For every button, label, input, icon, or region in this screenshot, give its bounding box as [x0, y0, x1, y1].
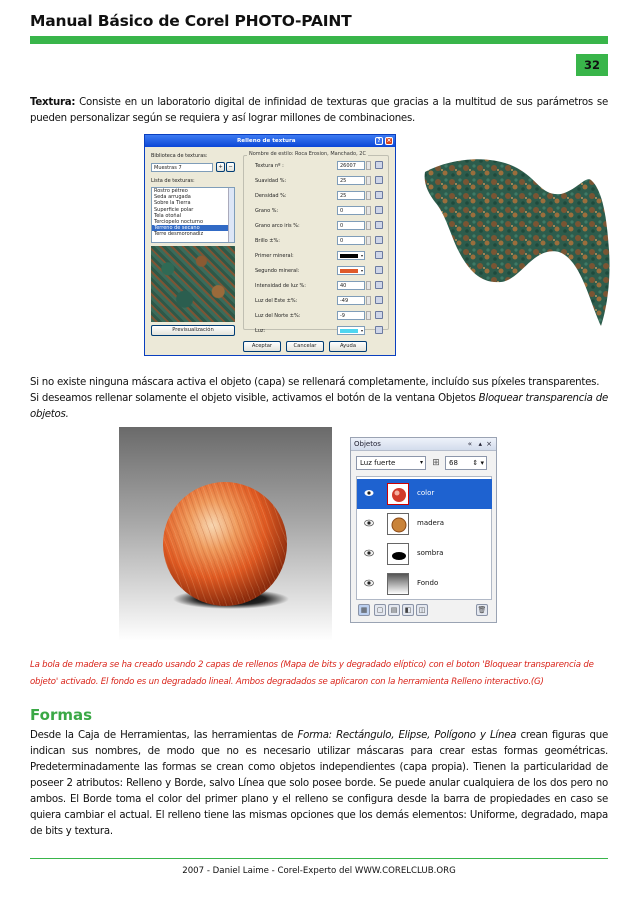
lock-icon[interactable] — [375, 176, 383, 184]
section-text-rest: crean figuras que indican sus nombres, de modo que no es necesario utilizar máscaras para crear estas formas geométricas. Predeterminadamente las formas se crean como objetos independientes (capa propia). Tienen la particularidad de poseer 2 atributos: Relleno y Borde, salvo Línea que solo posee borde. Se puede anular cualquiera de los dos pero no ambos. El Borde toma el color del primer plano y el relleno se configura desde la barra de propiedades en caso se quiera cambiar el actual. El relleno tiene las mismas opciones que los demás elementos: Uniforme, degradado, mapa de bits y textura. — [30, 730, 608, 837]
texture-filled-shape — [421, 150, 611, 330]
dialog-titlebar — [145, 135, 395, 147]
brightness-field[interactable]: 0 — [337, 236, 365, 245]
document-title: Manual Básico de Corel PHOTO-PAINT — [30, 12, 352, 30]
layers-list — [356, 476, 492, 600]
layer-name: sombra — [417, 549, 444, 557]
spin-icon[interactable] — [366, 161, 371, 170]
lock-icon[interactable] — [375, 326, 383, 334]
layer-thumbnail — [387, 573, 409, 595]
texture-list[interactable] — [151, 187, 235, 243]
mask-icon[interactable]: ◧ — [402, 604, 414, 616]
grain-field[interactable]: 0 — [337, 206, 365, 215]
light-color-picker[interactable] — [337, 326, 365, 335]
spin-icon[interactable] — [366, 221, 371, 230]
mask-paragraph — [30, 375, 608, 423]
mask-line-2-text: Si deseamos rellenar solamente el objeto visible, activamos el botón de la ventana Objetos — [30, 393, 479, 404]
spin-icon[interactable] — [366, 311, 371, 320]
remove-library-button[interactable]: − — [226, 162, 235, 172]
param-label: Textura nº : — [255, 163, 284, 169]
lock-icon[interactable] — [375, 311, 383, 319]
section-paragraph — [30, 728, 608, 840]
section-text-italic: Forma: Rectángulo, Elipse, Polígono y Línea — [297, 730, 517, 741]
list-item[interactable]: Seda arrugada — [154, 194, 191, 201]
footer-divider — [30, 858, 608, 859]
eye-icon[interactable] — [364, 519, 374, 527]
footer-text: 2007 - Daniel Laime - Corel-Experto del WWW.CORELCLUB.ORG — [182, 866, 456, 876]
close-icon[interactable]: × — [486, 440, 492, 448]
spin-icon[interactable] — [366, 281, 371, 290]
softness-field[interactable]: 25 — [337, 176, 365, 185]
new-object-icon[interactable]: ▢ — [374, 604, 386, 616]
param-label: Densidad %: — [255, 193, 287, 199]
layer-row-fondo[interactable] — [357, 569, 492, 599]
add-library-button[interactable]: + — [216, 162, 225, 172]
light-swatch — [340, 329, 358, 333]
header-green-bar — [30, 36, 608, 44]
param-label: Luz del Norte ±%: — [255, 313, 301, 319]
layer-name: madera — [417, 519, 445, 527]
param-label: Brillo ±%: — [255, 238, 280, 244]
objects-panel — [350, 437, 497, 623]
lock-icon[interactable] — [375, 251, 383, 259]
layer-thumbnail — [387, 543, 409, 565]
param-label: Luz del Este ±%: — [255, 298, 298, 304]
layer-row-color[interactable] — [357, 479, 492, 509]
second-mineral-color-picker[interactable] — [337, 266, 365, 275]
opacity-stepper-icon[interactable]: ⇕ ▾ — [472, 459, 484, 467]
dropdown-arrow-icon: ▾ — [360, 328, 363, 333]
param-label: Grano arco iris %: — [255, 223, 300, 229]
texture-fill-dialog — [144, 134, 396, 356]
density-field[interactable]: 25 — [337, 191, 365, 200]
page-number: 32 — [583, 58, 600, 72]
objects-panel-title: Objetos — [354, 440, 381, 448]
eye-icon[interactable] — [364, 549, 374, 557]
param-label: Primer mineral: — [255, 253, 294, 259]
intro-text: Consiste en un laboratorio digital de infinidad de texturas que gracias a la multitud de sus parámetros se pueden personalizar según se requiera y así lograr millones de combinaciones. — [30, 97, 608, 124]
layer-row-sombra[interactable] — [357, 539, 492, 569]
dropdown-arrow-icon: ▾ — [360, 253, 363, 258]
lock-icon[interactable] — [375, 161, 383, 169]
lock-icon[interactable] — [375, 266, 383, 274]
param-label: Segundo mineral: — [255, 268, 300, 274]
list-item-selected[interactable]: Terreno de secano — [152, 225, 234, 231]
mask-line-2-emphasis: Bloquear transparencia de objetos. — [30, 393, 608, 420]
spin-icon[interactable] — [366, 206, 371, 215]
layer-name: Fondo — [417, 579, 439, 587]
lock-icon[interactable] — [375, 206, 383, 214]
section-title: Formas — [30, 706, 93, 724]
texture-preview-image — [151, 246, 235, 322]
list-item[interactable]: Rostro pétreo — [154, 188, 188, 194]
new-layer-icon[interactable]: ▤ — [388, 604, 400, 616]
lock-icon[interactable] — [375, 191, 383, 199]
rainbow-grain-field[interactable]: 0 — [337, 221, 365, 230]
layer-thumbnail — [387, 513, 409, 535]
texture-list-label: Lista de texturas: — [151, 178, 195, 184]
color-thumbnail-graphic — [388, 484, 409, 505]
mask-line-1: Si no existe ninguna máscara activa el objeto (capa) se rellenará completamente, incluído sus píxeles transparentes. — [30, 377, 600, 388]
page-number-badge — [576, 54, 608, 76]
param-label: Intensidad de luz %: — [255, 283, 306, 289]
list-scrollbar[interactable] — [228, 188, 234, 242]
lock-icon[interactable] — [375, 236, 383, 244]
chevron-up-icon[interactable]: ▴ — [478, 440, 482, 448]
eye-icon[interactable] — [364, 489, 374, 497]
section-text-start: Desde la Caja de Herramientas, las herramientas de — [30, 730, 298, 741]
lock-icon[interactable] — [375, 296, 383, 304]
param-label: Grano %: — [255, 208, 279, 214]
list-item[interactable]: Sobre la Tierra — [154, 200, 191, 207]
lock-icon[interactable] — [375, 281, 383, 289]
layer-row-madera[interactable] — [357, 509, 492, 539]
wooden-sphere-image — [119, 427, 332, 641]
ok-button[interactable]: Aceptar — [243, 341, 281, 352]
opacity-value: 68 — [449, 459, 458, 467]
param-label: Luz: — [255, 328, 266, 334]
param-label: Suavidad %: — [255, 178, 287, 184]
opacity-icon: ⊞ — [432, 458, 440, 468]
library-label: Biblioteca de texturas: — [151, 153, 208, 159]
close-icon[interactable]: × — [386, 137, 392, 144]
layer-thumbnail — [387, 483, 409, 505]
east-light-field[interactable]: -49 — [337, 296, 365, 305]
intro-paragraph — [30, 95, 608, 127]
first-mineral-swatch — [340, 254, 358, 258]
eye-icon[interactable] — [364, 579, 374, 587]
second-mineral-swatch — [340, 269, 358, 273]
dialog-title: Relleno de textura — [237, 138, 296, 144]
spin-icon[interactable] — [366, 176, 371, 185]
chevron-left-icon[interactable]: « — [467, 440, 472, 448]
style-group-title: Nombre de estilo: Roca Erosion, Manchado, 2C — [249, 151, 366, 157]
intro-term: Textura: — [30, 97, 76, 108]
blend-mode-select[interactable] — [356, 456, 426, 470]
help-button[interactable]: Ayuda — [329, 341, 367, 352]
wooden-sphere-graphic — [119, 427, 332, 641]
library-select[interactable]: Muestras 7 — [151, 163, 213, 172]
spin-icon[interactable] — [366, 236, 371, 245]
lock-transparency-icon[interactable]: ▦ — [358, 604, 370, 616]
objects-panel-titlebar — [351, 438, 496, 451]
list-item[interactable]: Terciopelo nocturno — [154, 219, 204, 226]
texture-number-field[interactable]: 26007 — [337, 161, 365, 170]
mask-line-2 — [30, 391, 608, 423]
opacity-field[interactable] — [445, 456, 487, 470]
blend-mode-value: Luz fuerte — [360, 459, 396, 467]
list-item[interactable]: Tela otoñal — [154, 212, 182, 219]
first-mineral-color-picker[interactable] — [337, 251, 365, 260]
north-light-field[interactable]: -9 — [337, 311, 365, 320]
lock-icon[interactable] — [375, 221, 383, 229]
layer-name: color — [417, 489, 435, 497]
chevron-down-icon: ▾ — [419, 459, 423, 466]
sombra-thumbnail-graphic — [388, 544, 409, 565]
trash-icon[interactable]: 🗑 — [477, 606, 487, 614]
preview-button[interactable]: Previsualización — [151, 325, 235, 336]
combine-icon[interactable]: ◫ — [416, 604, 428, 616]
cancel-button[interactable]: Cancelar — [286, 341, 324, 352]
light-intensity-field[interactable]: 40 — [337, 281, 365, 290]
list-item[interactable]: Terre desmoronadiz — [154, 231, 204, 238]
figure-caption: La bola de madera se ha creado usando 2 capas de rellenos (Mapa de bits y degradado elíptico) con el boton 'Bloquear transparencia de objeto' activado. El fondo es un degradado lineal. Ambos degradados se aplicaron con la herramienta Relleno interactivo.(G) — [30, 660, 594, 687]
dropdown-arrow-icon: ▾ — [360, 268, 363, 273]
objects-toolbar — [356, 603, 492, 619]
spin-icon[interactable] — [366, 191, 371, 200]
madera-thumbnail-graphic — [388, 514, 409, 535]
help-icon[interactable]: ? — [375, 137, 383, 145]
spin-icon[interactable] — [366, 296, 371, 305]
list-item[interactable]: Superficie polar — [154, 206, 194, 213]
